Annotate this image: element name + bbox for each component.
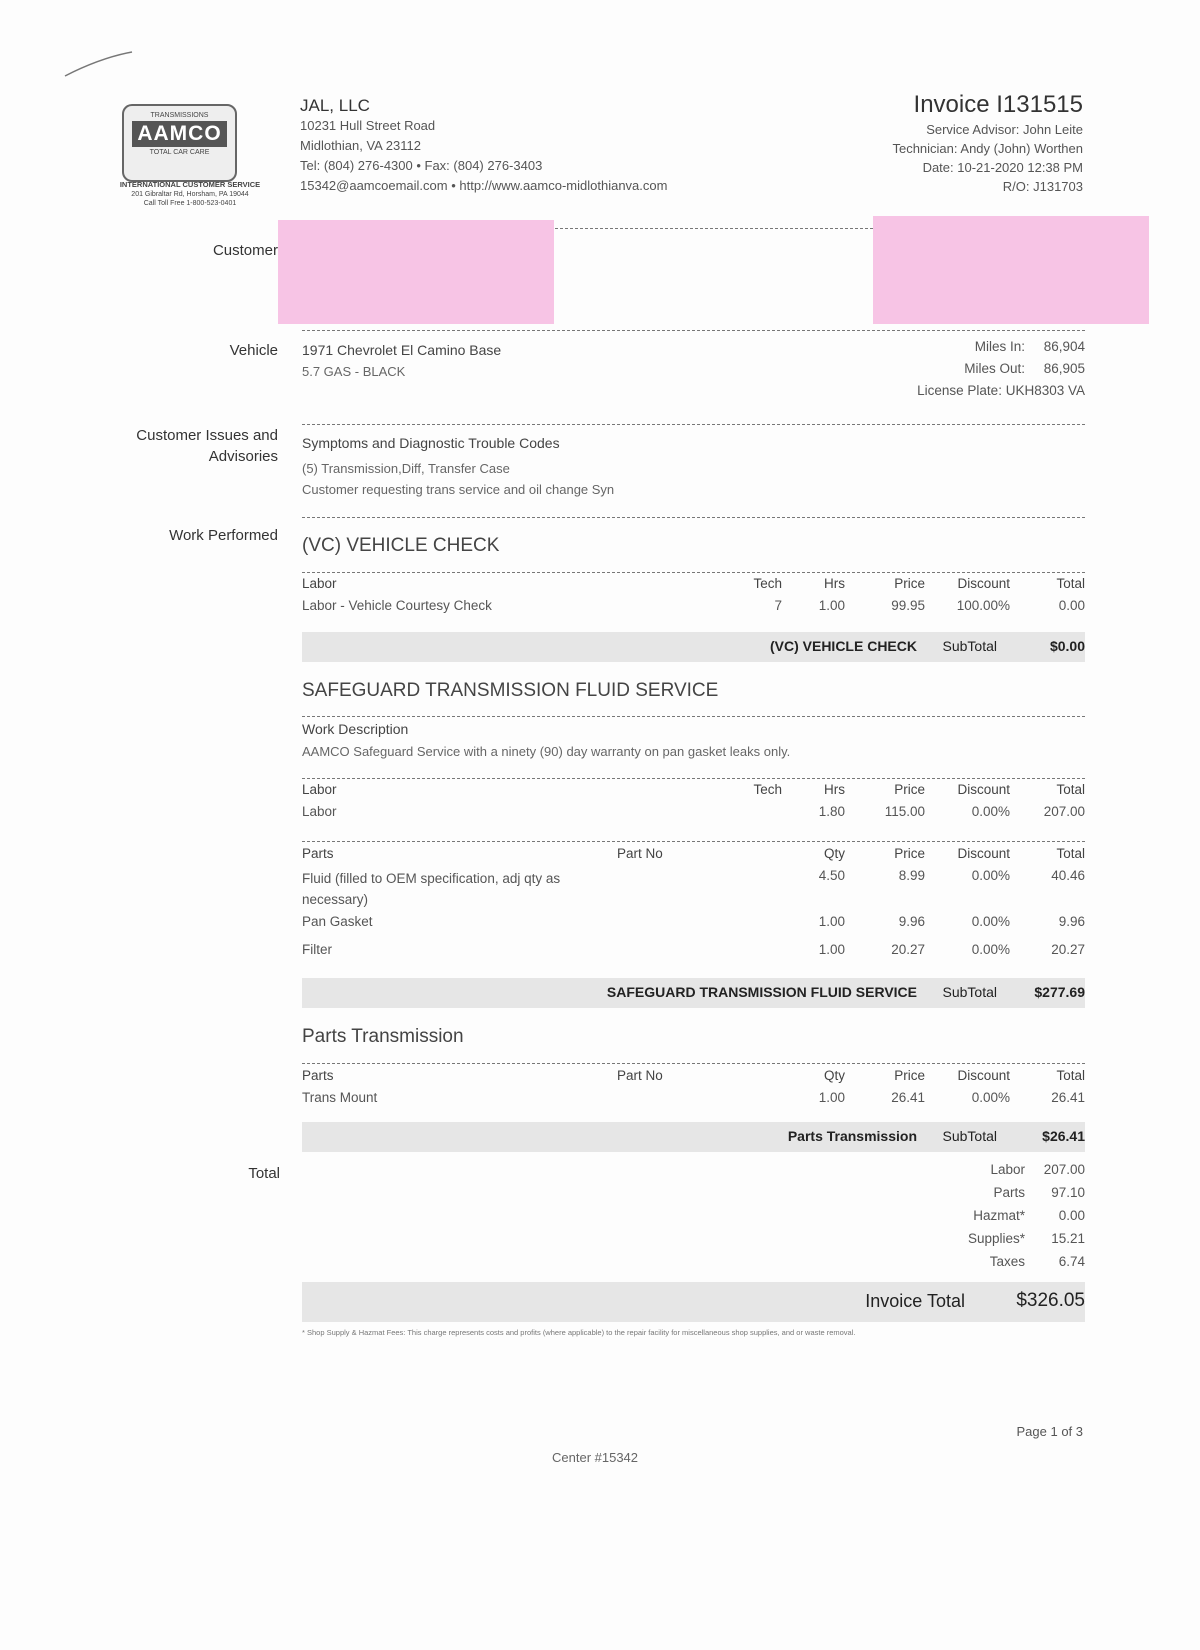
footnote: * Shop Supply & Hazmat Fees: This charge represents costs and profits (where applicable) to the repair facility for miscellaneous shop supplies, and or waste removal. <box>302 1328 856 1337</box>
issues-label <box>136 425 278 467</box>
part-qty: 1.00 <box>818 914 845 929</box>
col-hrs: Hrs <box>824 576 845 591</box>
subtotal-amount: $0.00 <box>1049 638 1085 654</box>
table-header <box>302 782 1085 804</box>
part-desc: Pan Gasket <box>302 914 373 929</box>
divider <box>555 228 873 229</box>
logo-bottom-text: TOTAL CAR CARE <box>149 149 210 156</box>
subtotal-label: SAFEGUARD TRANSMISSION FLUID SERVICE <box>606 984 917 1000</box>
invoice-total-label: Invoice Total <box>865 1291 965 1311</box>
part-desc: Filter <box>302 942 332 957</box>
work-description-label: Work Description <box>302 721 409 737</box>
intl-line3: Call Toll Free 1-800-523-0401 <box>143 200 237 207</box>
company-address1: 10231 Hull Street Road <box>300 118 436 133</box>
totals-block <box>955 1158 1085 1273</box>
part-qty: 1.00 <box>818 942 845 957</box>
labor-desc: Labor - Vehicle Courtesy Check <box>302 598 492 613</box>
labor-total: 207.00 <box>1043 1162 1085 1177</box>
pen-mark <box>60 46 140 86</box>
intl-customer-service <box>100 180 280 208</box>
subtotal-amount: $277.69 <box>1034 984 1085 1000</box>
issues-line1: (5) Transmission,Diff, Transfer Case <box>302 461 510 476</box>
taxes-total: 6.74 <box>1058 1254 1085 1269</box>
labor-discount: 100.00% <box>956 598 1010 613</box>
hazmat-label: Hazmat* <box>973 1208 1025 1223</box>
company-address2: Midlothian, VA 23112 <box>300 138 421 153</box>
subtotal-text: SubTotal <box>942 984 997 1000</box>
taxes-label: Taxes <box>989 1254 1025 1269</box>
intl-line1: INTERNATIONAL CUSTOMER SERVICE <box>119 180 261 189</box>
labor-hrs: 1.00 <box>818 598 845 613</box>
redacted-customer-info <box>278 220 554 324</box>
col-price: Price <box>894 846 925 861</box>
supplies-total: 15.21 <box>1051 1231 1085 1246</box>
work-performed-label: Work Performed <box>169 527 278 544</box>
subtotal-label: (VC) VEHICLE CHECK <box>769 638 917 654</box>
job2-title: SAFEGUARD TRANSMISSION FLUID SERVICE <box>302 680 719 701</box>
table-row <box>302 804 1085 826</box>
table-header <box>302 576 1085 598</box>
supplies-label: Supplies* <box>967 1231 1025 1246</box>
company-info <box>300 96 667 196</box>
job1-subtotal <box>302 632 1085 662</box>
col-labor: Labor <box>302 576 337 591</box>
vehicle-model: 1971 Chevrolet El Camino Base <box>302 342 502 358</box>
miles-out: 86,905 <box>1043 361 1085 376</box>
col-discount: Discount <box>957 846 1010 861</box>
table-row <box>302 914 1085 942</box>
col-part-no: Part No <box>617 1068 663 1083</box>
issues-label-line1: Customer Issues and <box>136 427 278 444</box>
col-part-no: Part No <box>617 846 663 861</box>
col-discount: Discount <box>957 782 1010 797</box>
job3-subtotal <box>302 1122 1085 1152</box>
table-row <box>302 868 1085 914</box>
technician: Technician: Andy (John) Worthen <box>892 141 1083 156</box>
table-header <box>302 846 1085 868</box>
col-tech: Tech <box>753 782 782 797</box>
job2-labor-table <box>302 782 1085 826</box>
labor-total-label: Labor <box>990 1162 1025 1177</box>
service-advisor: Service Advisor: John Leite <box>926 122 1083 137</box>
license-plate: License Plate: UKH8303 VA <box>917 383 1085 398</box>
divider <box>302 424 1085 425</box>
part-price: 20.27 <box>891 942 925 957</box>
col-total: Total <box>1056 846 1085 861</box>
divider <box>302 1063 1085 1064</box>
company-phone: Tel: (804) 276-4300 • Fax: (804) 276-3403 <box>300 158 543 173</box>
invoice-title: Invoice I131515 <box>913 91 1083 118</box>
issues-title: Symptoms and Diagnostic Trouble Codes <box>302 435 560 451</box>
table-row <box>302 1090 1085 1112</box>
invoice-total: $326.05 <box>1016 1290 1085 1311</box>
part-total: 40.46 <box>1051 868 1085 883</box>
invoice-date: Date: 10-21-2020 12:38 PM <box>922 160 1083 175</box>
redacted-customer-contact <box>873 216 1149 324</box>
labor-price: 99.95 <box>891 598 925 613</box>
labor-total: 0.00 <box>1058 598 1085 613</box>
col-qty: Qty <box>823 1068 845 1083</box>
parts-total-label: Parts <box>993 1185 1025 1200</box>
vehicle-engine: 5.7 GAS - BLACK <box>302 364 406 379</box>
col-hrs: Hrs <box>824 782 845 797</box>
col-discount: Discount <box>957 576 1010 591</box>
col-discount: Discount <box>957 1068 1010 1083</box>
page-number: Page 1 of 3 <box>1016 1424 1083 1439</box>
logo-brand: AAMCO <box>132 121 227 147</box>
col-parts: Parts <box>302 846 334 861</box>
customer-label: Customer <box>212 242 278 259</box>
invoice-total-bar <box>302 1282 1085 1322</box>
total-label: Total <box>248 1165 280 1182</box>
divider <box>302 572 1085 573</box>
col-parts: Parts <box>302 1068 334 1083</box>
divider <box>302 841 1085 842</box>
company-name: JAL, LLC <box>300 96 370 115</box>
repair-order: R/O: J131703 <box>1002 179 1083 194</box>
part-discount: 0.00% <box>971 1090 1010 1105</box>
miles-in-label: Miles In: <box>974 339 1025 354</box>
part-qty: 4.50 <box>818 868 845 883</box>
labor-tech: 7 <box>774 598 782 613</box>
issues-label-line2: Advisories <box>208 448 278 465</box>
job2-parts-table <box>302 846 1085 964</box>
intl-line2: 201 Gibraltar Rd, Horsham, PA 19044 <box>131 191 249 198</box>
part-qty: 1.00 <box>818 1090 845 1105</box>
issues-line2: Customer requesting trans service and oil change Syn <box>302 482 615 497</box>
col-total: Total <box>1056 782 1085 797</box>
work-description-text: AAMCO Safeguard Service with a ninety (90) day warranty on pan gasket leaks only. <box>302 744 791 759</box>
vehicle-label: Vehicle <box>229 342 278 359</box>
labor-price: 115.00 <box>884 804 925 819</box>
part-price: 26.41 <box>891 1090 925 1105</box>
job3-parts-table <box>302 1068 1085 1112</box>
miles-out-label: Miles Out: <box>964 361 1025 376</box>
part-total: 9.96 <box>1058 914 1085 929</box>
vehicle-mileage <box>915 336 1085 402</box>
col-total: Total <box>1056 576 1085 591</box>
col-qty: Qty <box>823 846 845 861</box>
table-row <box>302 598 1085 620</box>
labor-hrs: 1.80 <box>818 804 845 819</box>
part-desc: Fluid (filled to OEM specification, adj qty as necessary) <box>302 871 561 907</box>
job1-title: (VC) VEHICLE CHECK <box>302 535 500 556</box>
labor-desc: Labor <box>302 804 337 819</box>
subtotal-text: SubTotal <box>942 638 997 654</box>
part-discount: 0.00% <box>971 942 1010 957</box>
col-price: Price <box>894 576 925 591</box>
col-total: Total <box>1056 1068 1085 1083</box>
part-desc: Trans Mount <box>302 1090 378 1105</box>
part-price: 8.99 <box>898 868 925 883</box>
table-row <box>302 942 1085 964</box>
labor-total: 207.00 <box>1043 804 1085 819</box>
center-number: Center #15342 <box>552 1450 639 1465</box>
divider <box>302 330 1085 331</box>
subtotal-text: SubTotal <box>942 1128 997 1144</box>
part-price: 9.96 <box>898 914 925 929</box>
subtotal-amount: $26.41 <box>1042 1128 1085 1144</box>
company-web: 15342@aamcoemail.com • http://www.aamco-midlothianva.com <box>300 178 668 193</box>
col-labor: Labor <box>302 782 337 797</box>
col-tech: Tech <box>753 576 782 591</box>
job2-subtotal <box>302 978 1085 1008</box>
part-discount: 0.00% <box>971 914 1010 929</box>
col-price: Price <box>894 782 925 797</box>
part-total: 20.27 <box>1051 942 1085 957</box>
labor-discount: 0.00% <box>971 804 1010 819</box>
job1-labor-table <box>302 576 1085 620</box>
part-discount: 0.00% <box>971 868 1010 883</box>
miles-in: 86,904 <box>1043 339 1085 354</box>
part-total: 26.41 <box>1051 1090 1085 1105</box>
aamco-logo <box>122 104 237 182</box>
logo-top-text: TRANSMISSIONS <box>150 112 209 119</box>
hazmat-total: 0.00 <box>1058 1208 1085 1223</box>
divider <box>302 517 1085 518</box>
divider <box>302 716 1085 717</box>
col-price: Price <box>894 1068 925 1083</box>
parts-total: 97.10 <box>1051 1185 1085 1200</box>
invoice-header <box>892 90 1083 196</box>
divider <box>302 778 1085 779</box>
subtotal-label: Parts Transmission <box>787 1128 917 1144</box>
table-header <box>302 1068 1085 1090</box>
job3-title: Parts Transmission <box>302 1026 464 1047</box>
